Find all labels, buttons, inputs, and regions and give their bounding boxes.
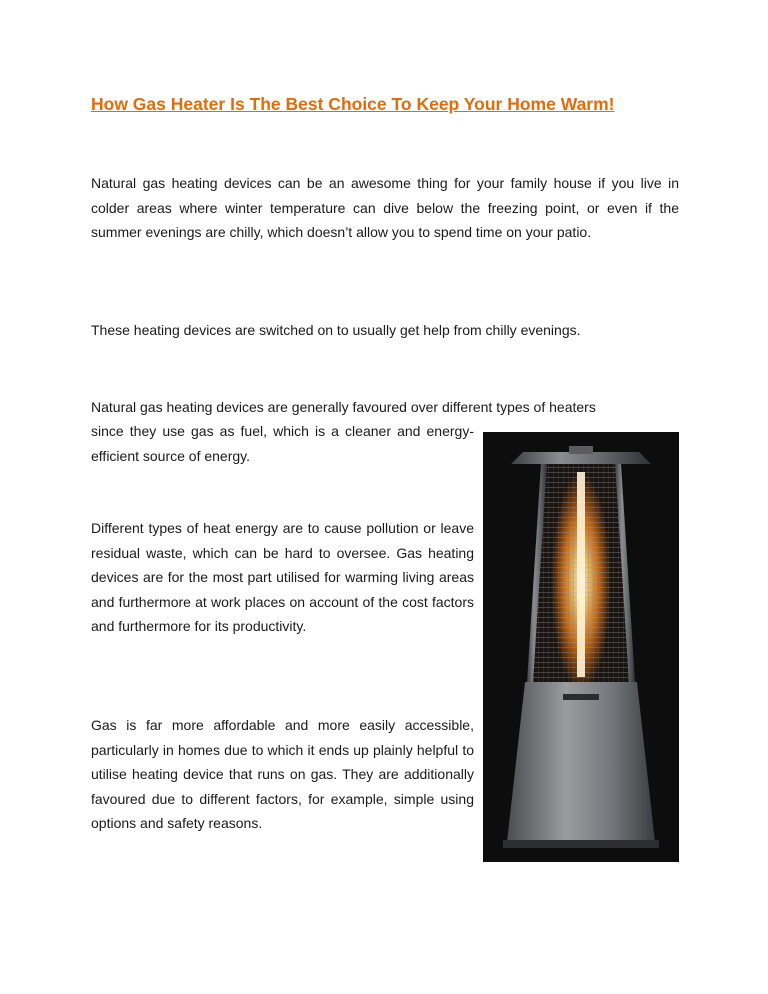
paragraph-intro: Natural gas heating devices can be an awesome thing for your family house if you live in colder areas where winter temperature can dive below the freezing point, or even if the summer evenings are chilly, which doesn’t allow you to spend time on your patio. [91,175,679,240]
patio-heater-illustration [483,432,679,862]
document-title: How Gas Heater Is The Best Choice To Keep Your Home Warm! [91,94,615,114]
paragraph-evenings: These heating devices are switched on to usually get help from chilly evenings. [91,322,581,338]
paragraph-favoured-line1: Natural gas heating devices are generally favoured over different types of heaters [91,399,596,415]
patio-heater-photo [483,432,679,862]
paragraph-affordable: Gas is far more affordable and more easily accessible, particularly in homes due to which it ends up plainly helpful to utilise heating device that runs on gas. They are additionally favoured due to different factors, for example, simple using options and safety reasons. [91,717,474,831]
paragraph-pollution: Different types of heat energy are to cause pollution or leave residual waste, which can be hard to oversee. Gas heating devices are for the most part utilised for warming living areas and furthermore at work places on account of the cost factors and furthermore for its productivity. [91,520,474,634]
paragraph-favoured-rest: since they use gas as fuel, which is a cleaner and energy-efficient source of energy. [91,423,474,464]
